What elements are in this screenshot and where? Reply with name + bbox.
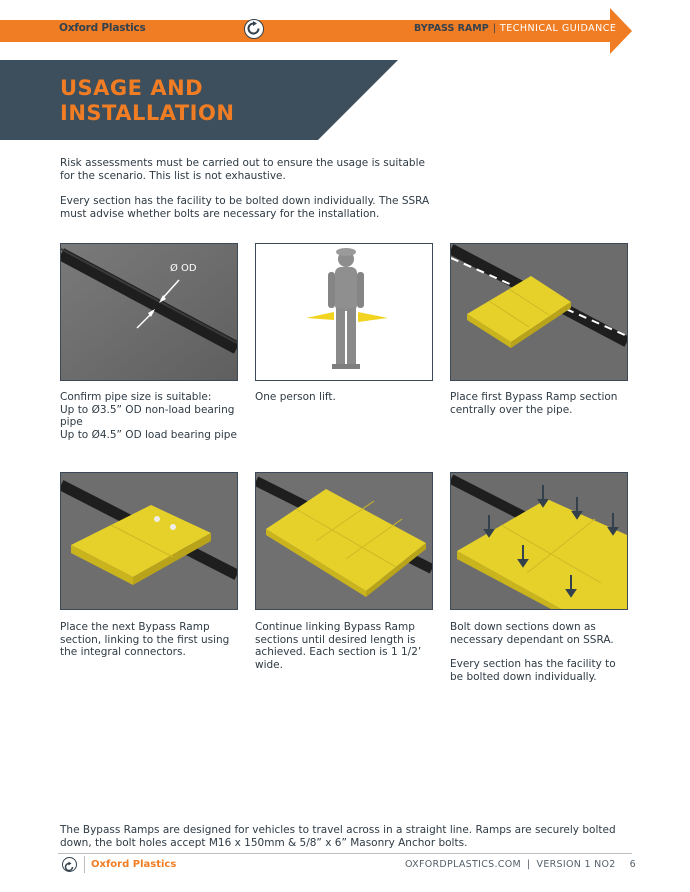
header-section: TECHNICAL GUIDANCE bbox=[499, 23, 617, 34]
step-2-caption-text: One person lift. bbox=[255, 391, 336, 403]
intro-paragraph-2: Every section has the facility to be bolted down individually. The SSRA must advise whether bolts are necessary for the installation. bbox=[60, 195, 430, 220]
page-title: USAGE AND INSTALLATION bbox=[60, 76, 235, 125]
step-6-caption-text-2: Every section has the facility to be bolted down individually. bbox=[450, 658, 616, 683]
title-block bbox=[0, 60, 400, 140]
footer-rule bbox=[58, 853, 632, 854]
page-number: 6 bbox=[629, 859, 637, 870]
footer-meta bbox=[405, 859, 636, 870]
header-separator: | bbox=[492, 23, 496, 34]
pipe-od-label: Ø OD bbox=[170, 263, 197, 274]
header-section-title bbox=[414, 23, 616, 34]
intro-paragraph-1: Risk assessments must be carried out to ensure the usage is suitable for the scenario. This list is not exhaustive. bbox=[60, 157, 425, 182]
step-2-image bbox=[255, 243, 433, 381]
footer-brand: Oxford Plastics bbox=[91, 859, 177, 870]
step-2-caption bbox=[255, 391, 437, 404]
step-1-caption bbox=[60, 391, 242, 441]
oxford-plastics-logo-icon bbox=[244, 19, 264, 39]
step-4-caption bbox=[60, 621, 242, 659]
footer-note: The Bypass Ramps are designed for vehicles to travel across in a straight line. Ramps are securely bolted down, the bolt holes accept M16 x 150mm & 5/8” x 6” Masonry Anchor bolts. bbox=[60, 824, 616, 849]
step-3-image bbox=[450, 243, 628, 381]
header-banner bbox=[0, 0, 690, 60]
step-6-caption-text: Bolt down sections down as necessary dependant on SSRA. bbox=[450, 621, 614, 646]
footer-divider bbox=[84, 856, 85, 873]
header-product: BYPASS RAMP bbox=[414, 23, 489, 34]
step-5-image bbox=[255, 472, 433, 610]
step-4-image bbox=[60, 472, 238, 610]
footer-version: VERSION 1 NO2 bbox=[536, 859, 616, 870]
footer-logo-icon bbox=[62, 857, 77, 872]
footer-separator: | bbox=[527, 859, 531, 870]
header-brand: Oxford Plastics bbox=[59, 22, 146, 34]
footer-url[interactable]: OXFORDPLASTICS.COM bbox=[405, 859, 521, 870]
step-6-caption bbox=[450, 621, 632, 683]
step-3-caption bbox=[450, 391, 632, 416]
step-4-caption-text: Place the next Bypass Ramp section, linking to the first using the integral connectors. bbox=[60, 621, 230, 658]
step-5-caption bbox=[255, 621, 437, 671]
step-3-caption-text: Place first Bypass Ramp section centrally over the pipe. bbox=[450, 391, 618, 416]
step-1-image bbox=[60, 243, 238, 381]
step-1-caption-text: Confirm pipe size is suitable: Up to Ø3.5” OD non-load bearing pipe Up to Ø4.5” OD load bearing pipe bbox=[60, 391, 237, 441]
step-5-caption-text: Continue linking Bypass Ramp sections until desired length is achieved. Each section is 1 1/2’ wide. bbox=[255, 621, 422, 671]
step-6-image bbox=[450, 472, 628, 610]
